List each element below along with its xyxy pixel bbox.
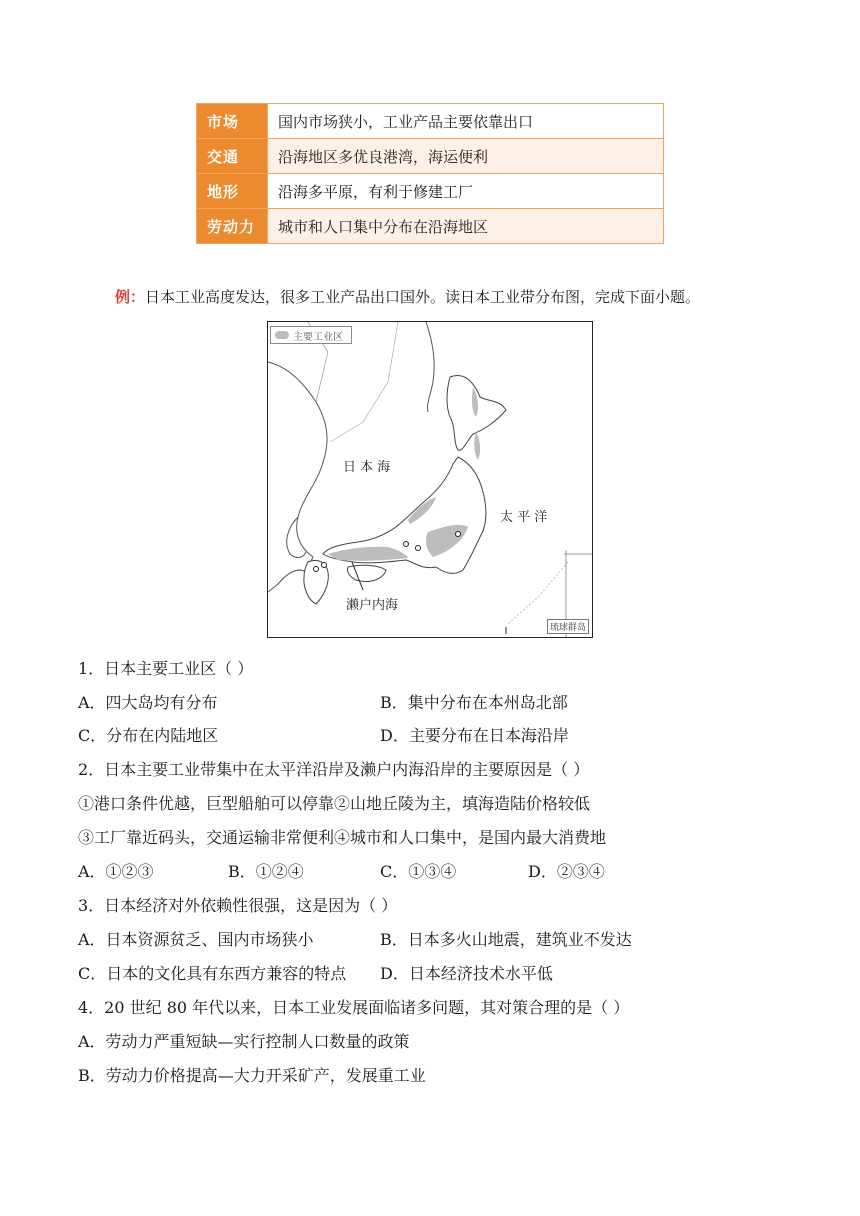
question-2-option-b: B．①②④ — [228, 862, 304, 881]
factor-value: 沿海多平原，有利于修建工厂 — [268, 174, 664, 209]
question-1-option-a: A．四大岛均有分布 — [78, 693, 218, 712]
table-row — [197, 174, 664, 209]
factor-key: 市场 — [197, 104, 268, 139]
question-2-statements-1: ①港口条件优越，巨型船舶可以停靠②山地丘陵为主，填海造陆价格较低 — [78, 794, 591, 813]
factor-key: 劳动力 — [197, 209, 268, 244]
example-tag: 例： — [115, 288, 146, 306]
example-intro — [115, 286, 700, 307]
question-1-option-c: C．分布在内陆地区 — [78, 726, 219, 745]
industry-factors-table — [196, 103, 664, 244]
factor-value: 城市和人口集中分布在沿海地区 — [268, 209, 664, 244]
table-row — [197, 209, 664, 244]
label-pacific-ocean: 太 平 洋 — [500, 510, 548, 525]
legend-swatch — [275, 331, 289, 339]
table-row — [197, 104, 664, 139]
factor-value: 国内市场狭小，工业产品主要依靠出口 — [268, 104, 664, 139]
label-ryukyu-islands: 琉球群岛 — [547, 619, 589, 634]
question-3-option-c: C．日本的文化具有东西方兼容的特点 — [78, 964, 347, 983]
question-2-option-d: D．②③④ — [528, 862, 605, 881]
japan-industry-map — [267, 321, 593, 638]
table-row — [197, 139, 664, 174]
question-2-option-c: C．①③④ — [380, 862, 457, 881]
question-3-option-a: A．日本资源贫乏、国内市场狭小 — [78, 930, 314, 949]
question-3-option-b: B．日本多火山地震，建筑业不发达 — [380, 930, 632, 949]
question-4-option-b: B．劳动力价格提高—大力开采矿产，发展重工业 — [78, 1066, 426, 1085]
question-1-stem: 1．日本主要工业区（ ） — [78, 659, 254, 678]
question-3-option-d: D．日本经济技术水平低 — [380, 964, 553, 983]
map-graphic — [268, 322, 592, 637]
question-4-stem: 4．20 世纪 80 年代以来，日本工业发展面临诸多问题，其对策合理的是（ ） — [78, 998, 630, 1017]
factor-value: 沿海地区多优良港湾，海运便利 — [268, 139, 664, 174]
factor-key: 交通 — [197, 139, 268, 174]
example-text: 日本工业高度发达，很多工业产品出口国外。读日本工业带分布图，完成下面小题。 — [145, 288, 701, 306]
question-2-stem: 2．日本主要工业带集中在太平洋沿岸及濑户内海沿岸的主要原因是（ ） — [78, 760, 590, 779]
legend-label: 主要工业区 — [293, 331, 343, 343]
question-2-statements-2: ③工厂靠近码头，交通运输非常便利④城市和人口集中，是国内最大消费地 — [78, 828, 607, 847]
factor-key: 地形 — [197, 174, 268, 209]
label-seto-inland-sea: 濑户内海 — [346, 598, 399, 613]
question-4-option-a: A．劳动力严重短缺—实行控制人口数量的政策 — [78, 1032, 410, 1051]
map-legend — [270, 326, 352, 344]
question-2-option-a: A．①②③ — [78, 862, 154, 881]
question-1-option-b: B．集中分布在本州岛北部 — [380, 693, 568, 712]
question-3-stem: 3．日本经济对外依赖性很强，这是因为（ ） — [78, 896, 398, 915]
question-1-option-d: D．主要分布在日本海沿岸 — [380, 726, 569, 745]
label-sea-of-japan: 日 本 海 — [343, 460, 391, 475]
